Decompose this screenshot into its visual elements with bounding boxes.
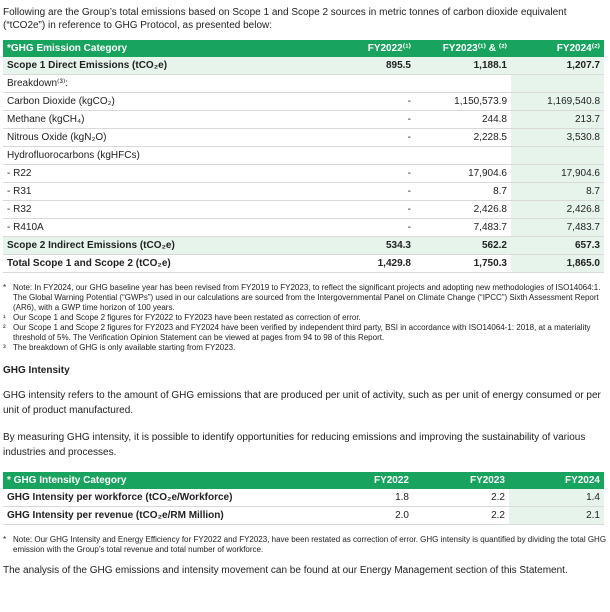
cell-fy2024: 1,865.0: [511, 255, 604, 273]
row-label: GHG Intensity per revenue (tCO₂e/RM Million): [3, 507, 303, 525]
table-row: [3, 93, 604, 111]
cell-fy2023: 2,426.8: [415, 201, 511, 219]
row-label: Nitrous Oxide (kgN₂O): [3, 129, 303, 147]
cell-fy2023: 1,150,573.9: [415, 93, 511, 111]
header-fy2022: FY2022⁽¹⁾: [303, 40, 415, 57]
cell-fy2023: 562.2: [415, 237, 511, 255]
footnote-mark: ³: [3, 343, 6, 352]
header-fy2024: FY2024: [509, 472, 604, 489]
cell-fy2022: [303, 147, 415, 165]
table-header-row: [3, 40, 604, 57]
table-row: [3, 507, 604, 525]
footnote-text: Note: Our GHG Intensity and Energy Efficiency for FY2022 and FY2023, have been restated as correction of error. GHG intensity is quantified by dividing the total GHG emission with the Group’s total revenue and total number of workforce.: [13, 535, 607, 554]
row-label: - R22: [3, 165, 303, 183]
section-heading: GHG Intensity: [3, 365, 70, 376]
table-row: [3, 219, 604, 237]
cell-fy2022: -: [303, 129, 415, 147]
cell-fy2024: 7,483.7: [511, 219, 604, 237]
cell-fy2024: 17,904.6: [511, 165, 604, 183]
cell-fy2023: 8.7: [415, 183, 511, 201]
cell-fy2023: 1,188.1: [415, 57, 511, 75]
footnote-mark: ¹: [3, 313, 6, 322]
footnote-mark: *: [3, 283, 7, 292]
footnote: [3, 535, 607, 555]
row-label: - R31: [3, 183, 303, 201]
row-label: GHG Intensity per workforce (tCO₂e/Workforce): [3, 489, 303, 507]
cell-fy2022: 2.0: [303, 507, 413, 525]
cell-fy2024: 3,530.8: [511, 129, 604, 147]
cell-fy2022: -: [303, 219, 415, 237]
table-row: [3, 201, 604, 219]
header-fy2024: FY2024⁽²⁾: [511, 40, 604, 57]
footnote-mark: ²: [3, 323, 6, 332]
footnote: [3, 323, 607, 343]
intensity-footnote: [3, 535, 607, 555]
cell-fy2023: 2.2: [413, 489, 509, 507]
cell-fy2022: -: [303, 183, 415, 201]
footnote-text: Note: In FY2024, our GHG baseline year has been revised from FY2019 to FY2023, to reflect the significant projects and adopting new methodologies of ISO14064:1. The Global Warning Potential (“GWPs”) used in our calculations are sourced from the Intergovernmental Panel on Climate Change (“IPCC”) Sixth Assessment Report (AR6), with a GWP time horizon of 100 years.: [13, 283, 601, 312]
cell-fy2023: 2,228.5: [415, 129, 511, 147]
header-category: * GHG Intensity Category: [3, 472, 303, 489]
paragraph: By measuring GHG intensity, it is possible to identify opportunities for reducing emissions and improving the sustainability of various industries and processes.: [3, 432, 586, 458]
footnote: [3, 283, 607, 313]
table-row: [3, 489, 604, 507]
table-row-total: [3, 255, 604, 273]
table-footnotes: [3, 283, 607, 353]
cell-fy2023: 7,483.7: [415, 219, 511, 237]
cell-fy2022: -: [303, 201, 415, 219]
header-fy2022: FY2022: [303, 472, 413, 489]
cell-fy2022: -: [303, 111, 415, 129]
cell-fy2024: 1.4: [509, 489, 604, 507]
cell-fy2022: 895.5: [303, 57, 415, 75]
cell-fy2023: 17,904.6: [415, 165, 511, 183]
table-row: [3, 147, 604, 165]
row-label: Breakdown⁽³⁾:: [3, 75, 303, 93]
paragraph: GHG intensity refers to the amount of GHG emissions that are produced per unit of activity, such as per unit of energy consumed or per unit of product manufactured.: [3, 390, 601, 416]
cell-fy2024: 213.7: [511, 111, 604, 129]
cell-fy2023: 244.8: [415, 111, 511, 129]
cell-fy2024: [511, 147, 604, 165]
ghg-emission-table: [3, 40, 604, 273]
table-row: [3, 183, 604, 201]
cell-fy2024: [511, 75, 604, 93]
row-label: Total Scope 1 and Scope 2 (tCO₂e): [3, 255, 303, 273]
cell-fy2022: -: [303, 93, 415, 111]
table-row: [3, 129, 604, 147]
header-fy2023: FY2023: [413, 472, 509, 489]
ghg-intensity-table: [3, 472, 604, 525]
cell-fy2024: 2,426.8: [511, 201, 604, 219]
table-header-row: [3, 472, 604, 489]
document-page: [0, 6, 607, 576]
cell-fy2023: 1,750.3: [415, 255, 511, 273]
row-label: Scope 2 Indirect Emissions (tCO₂e): [3, 237, 303, 255]
cell-fy2023: 2.2: [413, 507, 509, 525]
row-label: Carbon Dioxide (kgCO₂): [3, 93, 303, 111]
cell-fy2022: 534.3: [303, 237, 415, 255]
footnote-mark: *: [3, 535, 7, 544]
row-label: - R32: [3, 201, 303, 219]
row-label: Methane (kgCH₄): [3, 111, 303, 129]
cell-fy2022: -: [303, 165, 415, 183]
cell-fy2024: 1,207.7: [511, 57, 604, 75]
closing-paragraph: The analysis of the GHG emissions and intensity movement can be found at our Energy Management section of this Statement.: [3, 565, 568, 576]
table-row: [3, 237, 604, 255]
intro-paragraph: Following are the Group’s total emissions based on Scope 1 and Scope 2 sources in metric tonnes of carbon dioxide equivalent (“tCO2e”) in reference to GHG Protocol, as presented below:: [3, 7, 567, 31]
row-label: Hydrofluorocarbons (kgHFCs): [3, 147, 303, 165]
footnote-text: Our Scope 1 and Scope 2 figures for FY2023 and FY2024 have been verified by independent third party, BSI in accordance with ISO14064-1: 2018, at a materiality threshold of 5%. The Verification Opinion Statement can be viewed at pages from 94 to 98 of this Report.: [13, 323, 591, 342]
cell-fy2022: [303, 75, 415, 93]
cell-fy2022: 1.8: [303, 489, 413, 507]
row-label: - R410A: [3, 219, 303, 237]
footnote-text: The breakdown of GHG is only available starting from FY2023.: [13, 343, 236, 352]
footnote-text: Our Scope 1 and Scope 2 figures for FY2022 to FY2023 have been restated as correction of error.: [13, 313, 361, 322]
cell-fy2023: [415, 147, 511, 165]
table-row: [3, 111, 604, 129]
cell-fy2022: 1,429.8: [303, 255, 415, 273]
cell-fy2024: 8.7: [511, 183, 604, 201]
row-label: Scope 1 Direct Emissions (tCO₂e): [3, 57, 303, 75]
table-row: [3, 75, 604, 93]
cell-fy2024: 1,169,540.8: [511, 93, 604, 111]
cell-fy2023: [415, 75, 511, 93]
footnote: [3, 343, 607, 353]
footnote: [3, 313, 607, 323]
cell-fy2024: 2.1: [509, 507, 604, 525]
table-row: [3, 57, 604, 75]
header-fy2023: FY2023⁽¹⁾ & ⁽²⁾: [415, 40, 511, 57]
table-row: [3, 165, 604, 183]
header-category: *GHG Emission Category: [3, 40, 303, 57]
cell-fy2024: 657.3: [511, 237, 604, 255]
